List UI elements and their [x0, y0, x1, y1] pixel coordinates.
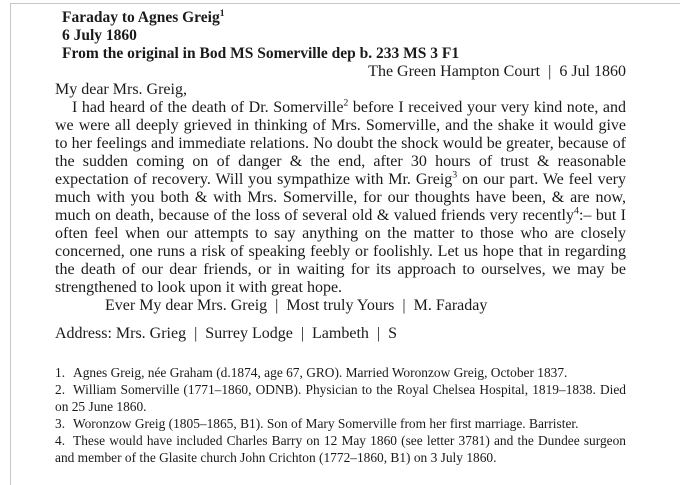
footnote-text: Woronzow Greig (1805–1865, B1). Son of Mary Somerville from her first marriage. Barrister.: [73, 416, 579, 431]
letter-date: 6 July 1860: [62, 27, 137, 44]
footnote-marker: 1: [219, 7, 225, 19]
footnote-text: William Somerville (1771–1860, ODNB). Physician to the Royal Chelsea Hospital, 1819–1838. Died on 25 June 1860.: [55, 382, 626, 414]
footnote-number: 4.: [55, 433, 66, 448]
footnote-text: Agnes Greig, née Graham (d.1874, age 67, GRO). Married Woronzow Greig, October 1837.: [73, 365, 568, 380]
footnote-marker: 2: [343, 97, 349, 109]
address-line: Address: Mrs. Grieg | Surrey Lodge | Lambeth | S: [55, 325, 397, 342]
letter-header: [62, 9, 626, 63]
footnote-number: 3.: [55, 416, 66, 431]
footnote-item: [55, 364, 626, 381]
footnote-number: 1.: [55, 365, 66, 380]
footnote-item: [55, 415, 626, 432]
page-edge: [10, 3, 680, 485]
letter-body-paragraph: I had heard of the death of Dr. Somerville$^2$ before I received your very kind note, and we were all deeply grieved in thinking of Mrs. Somerville, and the shake it would give to her feelings and immediate relations. No doubt the shock would be greater, because of the sudden coming on of danger & the end, after 30 hours of trust & reasonable expectation of recovery. Will you sympathize with Mr. Greig$^3$ on our part. We feel very much with you both & with Mrs. Somerville, for our thoughts have been, & are now, much on death, because of the loss of several old & valued friends very recently$^4$:– but I often feel when our attempts to say anything on the matter to those who are closely concerned, one runs a risk of speaking feebly or foolishly. Let us hope that in regarding the death of our dear friends, or in waiting for its approach to ourselves, we may be strengthened to look upon it with great hope.: [55, 97, 627, 296]
letter-page: [55, 9, 626, 466]
footnote-marker: 3: [452, 169, 458, 181]
signoff-line: Ever My dear Mrs. Greig | Most truly Yours | M. Faraday: [105, 297, 488, 314]
footnote-item: [55, 381, 626, 415]
salutation: My dear Mrs. Greig,: [55, 81, 187, 98]
place-dateline: The Green Hampton Court | 6 Jul 1860: [368, 63, 626, 80]
footnote-item: [55, 432, 626, 466]
letter-title: Faraday to Agnes Greig$^1$: [62, 7, 225, 26]
footnote-marker: 4: [574, 205, 579, 217]
footnote-text: These would have included Charles Barry on 12 May 1860 (see letter 3781) and the Dundee surgeon and member of the Glasite church John Crichton (1772–1860, B1) on 3 July 1860.: [55, 433, 626, 465]
footnotes-section: [55, 364, 626, 466]
letter-source: From the original in Bod MS Somerville dep b. 233 MS 3 F1: [62, 45, 460, 62]
footnote-number: 2.: [55, 382, 66, 397]
